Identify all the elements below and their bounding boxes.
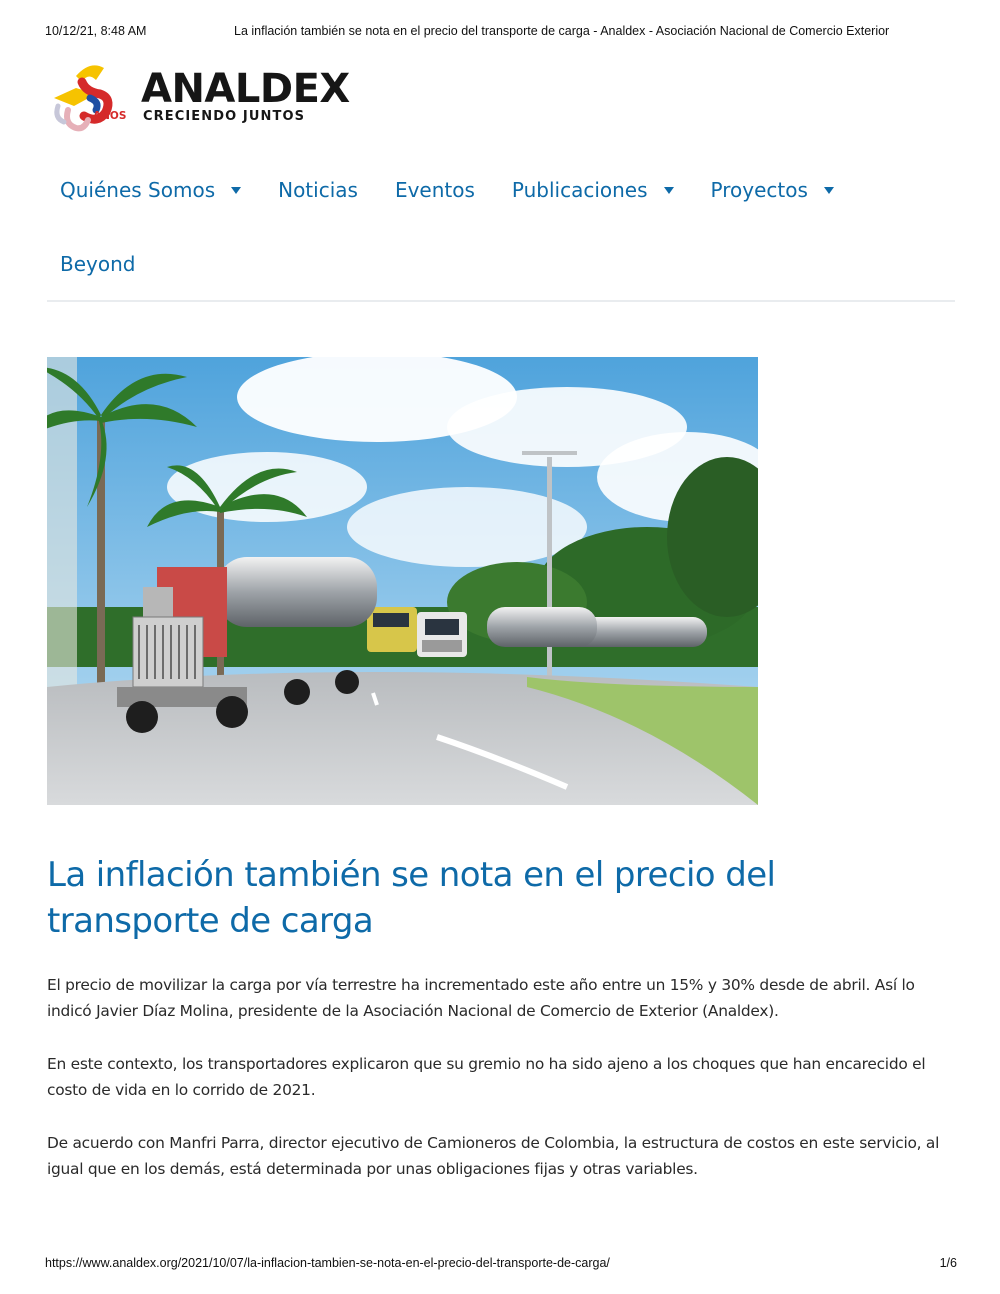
nav-item-eventos[interactable] — [395, 178, 475, 202]
logo-50-mark-icon — [46, 58, 146, 138]
article-paragraph: El precio de movilizar la carga por vía terrestre ha incrementado este año entre un 15% y 30% desde de abril. Así lo indicó Javier Díaz Molina, presidente de la Asociación Nacional de Comercio de Exterior (Analdex). — [47, 976, 915, 1020]
print-page-number: 1/6 — [939, 1256, 957, 1270]
article-paragraph: De acuerdo con Manfri Parra, director ejecutivo de Camioneros de Colombia, la estructura de costos en este servicio, al igual que en los demás, está determinada por unas obligaciones fijas y otras variables. — [47, 1134, 940, 1178]
nav-item-publicaciones[interactable] — [512, 178, 674, 202]
trucks-on-road-photo — [47, 357, 758, 805]
logo-tagline: CRECIENDO JUNTOS — [143, 109, 306, 124]
nav-item-label: Eventos — [394, 178, 475, 202]
caret-down-icon — [664, 187, 674, 194]
caret-down-icon — [824, 187, 834, 194]
article-title: La inflación también se nota en el precio del transporte de carga — [47, 855, 776, 941]
nav-row — [60, 252, 172, 276]
print-url: https://www.analdex.org/2021/10/07/la-inflacion-tambien-se-nota-en-el-precio-del-transporte-de-carga/ — [45, 1256, 610, 1270]
nav-item-label: Proyectos — [710, 178, 808, 202]
logo-years-label: AÑOS — [93, 110, 127, 122]
analdex-logo[interactable] — [46, 58, 350, 138]
print-header — [0, 24, 1000, 40]
print-footer — [0, 1256, 1000, 1272]
nav-item-label: Publicaciones — [511, 178, 648, 202]
nav-row — [60, 178, 871, 202]
nav-item-label: Beyond — [60, 252, 136, 276]
nav-item-proyectos[interactable] — [711, 178, 834, 202]
print-date: 10/12/21, 8:48 AM — [45, 24, 147, 38]
article-paragraph: En este contexto, los transportadores explicaron que su gremio no ha sido ajeno a los choques que han encarecido el costo de vida en lo corrido de 2021. — [47, 1055, 926, 1099]
nav-divider — [47, 300, 955, 302]
nav-item-quienes-somos[interactable] — [60, 178, 241, 202]
article-hero-image — [47, 357, 758, 805]
print-page-title: La inflación también se nota en el precio del transporte de carga - Analdex - Asociación Nacional de Comercio Exterior — [234, 24, 890, 38]
logo-wordmark: ANALDEX — [141, 66, 350, 112]
nav-item-label: Noticias — [278, 178, 358, 202]
nav-item-beyond[interactable] — [60, 252, 135, 276]
nav-item-noticias[interactable] — [278, 178, 358, 202]
caret-down-icon — [231, 187, 241, 194]
nav-item-label: Quiénes Somos — [60, 178, 216, 202]
